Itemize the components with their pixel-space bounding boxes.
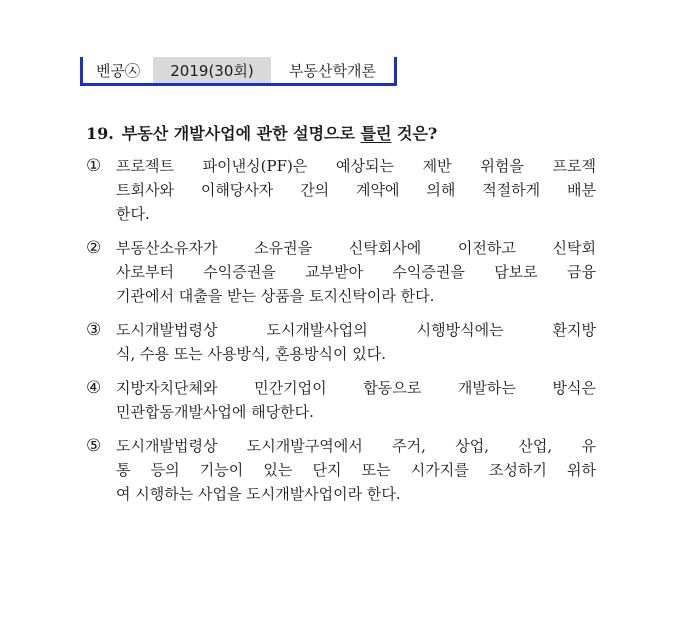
option-line: 민관합동개발사업에 해당한다. — [116, 403, 314, 421]
option-5[interactable] — [86, 434, 596, 506]
option-marker: ④ — [86, 378, 102, 398]
option-line: 기관에서 대출을 받는 상품을 토지신탁이라 한다. — [116, 287, 435, 305]
option-line: 도시개발법령상 도시개발사업의 시행방식에는 환지방 — [116, 321, 596, 339]
answer-options — [86, 154, 596, 516]
option-line: 트회사와 이해당사자 간의 계약에 의해 적절하게 배분 — [116, 181, 596, 199]
option-marker: ⑤ — [86, 436, 102, 456]
option-line: 사로부터 수익증권을 교부받아 수익증권을 담보로 금융 — [116, 263, 596, 281]
option-4[interactable] — [86, 376, 596, 424]
option-line: 도시개발법령상 도시개발구역에서 주거, 상업, 산업, 유 — [116, 437, 596, 455]
question-text-end: 것은? — [391, 124, 438, 143]
option-line: 지방자치단체와 민간기업이 합동으로 개발하는 방식은 — [116, 379, 596, 397]
exam-source: 벤공㉦ — [96, 61, 140, 80]
option-line: 식, 수용 또는 사용방식, 혼용방식이 있다. — [116, 345, 386, 363]
option-marker: ① — [86, 156, 102, 176]
exam-subject: 부동산학개론 — [289, 61, 376, 80]
option-marker: ② — [86, 238, 102, 258]
option-line: 한다. — [116, 205, 150, 223]
option-2[interactable] — [86, 236, 596, 308]
option-line: 여 시행하는 사업을 도시개발사업이라 한다. — [116, 485, 401, 503]
option-marker: ③ — [86, 320, 102, 340]
question-number: 19. — [86, 124, 114, 143]
option-line: 통 등의 기능이 있는 단지 또는 시가지를 조성하기 위하 — [116, 461, 596, 479]
option-line: 프로젝트 파이낸싱(PF)은 예상되는 제반 위험을 프로젝 — [116, 157, 596, 175]
option-3[interactable] — [86, 318, 596, 366]
exam-year: 2019(30회) — [153, 57, 271, 83]
option-1[interactable] — [86, 154, 596, 226]
question-text: 부동산 개발사업에 관한 설명으로 — [121, 124, 361, 143]
question-emphasis: 틀린 — [360, 124, 392, 143]
option-line: 부동산소유자가 소유권을 신탁회사에 이전하고 신탁회 — [116, 239, 596, 257]
exam-header — [80, 57, 397, 86]
question-stem — [86, 121, 437, 144]
